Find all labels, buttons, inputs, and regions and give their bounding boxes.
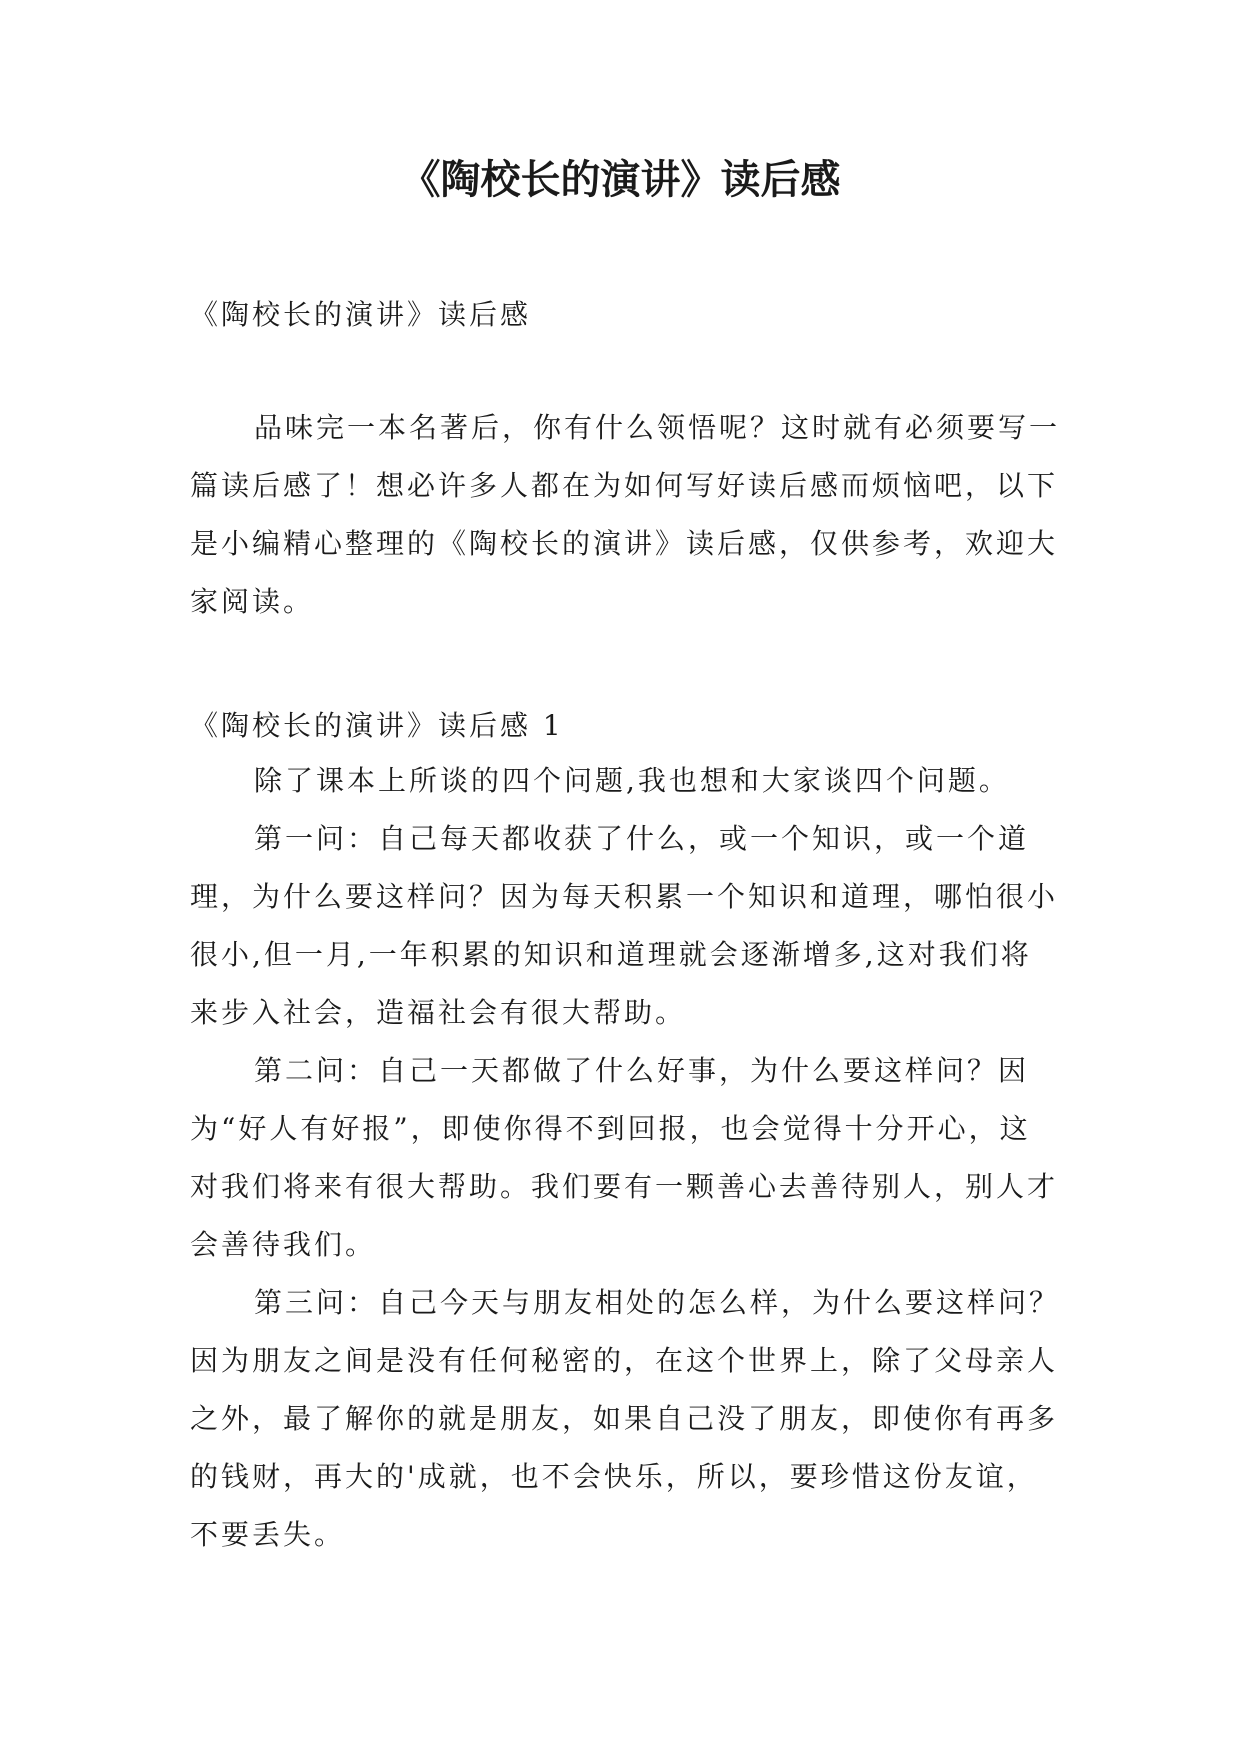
section-heading: 《陶校长的演讲》读后感 1	[190, 709, 564, 742]
document-subtitle: 《陶校长的演讲》读后感	[190, 298, 532, 331]
document-title: 《陶校长的演讲》读后感	[400, 156, 841, 203]
paragraph-3: 第二问：自己一天都做了什么好事，为什么要这样问？因为“好人有好报”，即使你得不到回报，也会觉得十分开心，这对我们将来有很大帮助。我们要有一颗善心去善待别人，别人才会善待我们。	[190, 1054, 1059, 1261]
paragraph-2: 第一问：自己每天都收获了什么，或一个知识，或一个道理，为什么要这样问？因为每天积累一个知识和道理，哪怕很小很小,但一月,一年积累的知识和道理就会逐渐增多,这对我们将来步入社会，造福社会有很大帮助。	[190, 822, 1059, 1029]
intro-paragraph: 品味完一本名著后，你有什么领悟呢？这时就有必须要写一篇读后感了！想必许多人都在为如何写好读后感而烦恼吧，以下是小编精心整理的《陶校长的演讲》读后感，仅供参考，欢迎大家阅读。	[190, 411, 1061, 618]
paragraph-4: 第三问：自己今天与朋友相处的怎么样，为什么要这样问？因为朋友之间是没有任何秘密的，在这个世界上，除了父母亲人之外，最了解你的就是朋友，如果自己没了朋友，即使你有再多的钱财，再大的'成就，也不会快乐，所以，要珍惜这份友谊，不要丢失。	[190, 1286, 1061, 1551]
section-body	[190, 752, 1060, 1564]
paragraph-1: 除了课本上所谈的四个问题,我也想和大家谈四个问题。	[254, 764, 1010, 797]
